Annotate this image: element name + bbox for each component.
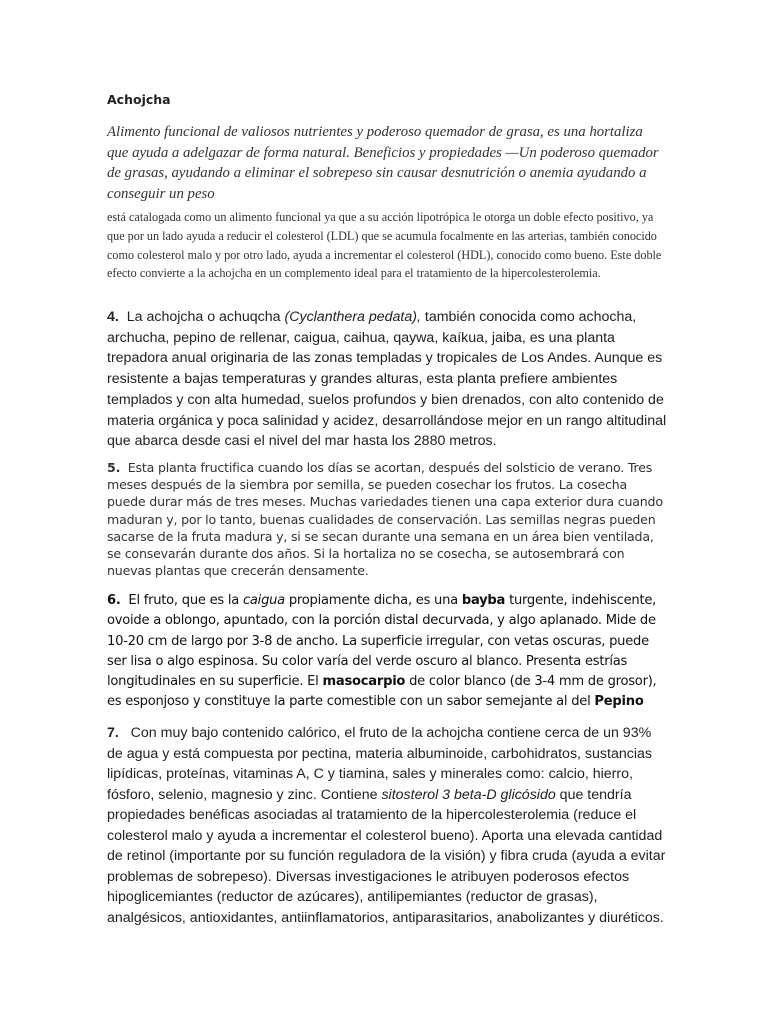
paragraph-6 bbox=[107, 591, 663, 713]
paragraph-number: 4. bbox=[107, 309, 119, 325]
paragraph-text: Con muy bajo contenido calórico, el fruto de la achojcha contiene cerca de un 93% de agua y está compuesta por pectina, materia albuminoide, carbohidratos, sustancias lipídicas, proteínas, vitaminas A, C y tiamina, sales y minerales como: calcio, hierro, fósforo, selenio, magnesio y zinc. Contiene bbox=[107, 725, 652, 803]
bold-term: bayba bbox=[461, 593, 506, 608]
scientific-name: (Cyclanthera pedata), bbox=[284, 309, 421, 325]
paragraph-text: de color blanco (de 3-4 mm de grosor), es esponjoso y constituye la parte comestible con un sabor semejante al del bbox=[107, 674, 657, 710]
paragraph-text: también conocida como achocha, archucha, pepino de rellenar, caigua, caihua, qaywa, kaíkua, jaiba, es una planta trepadora anual originaria de las zonas templadas y tropicales de Los Andes. Aunque es resistente a bajas temperaturas y grandes alturas, esta planta prefiere ambientes templados y con alta humedad, suelos profundos y bien drenados, con alto contenido de materia orgánica y poca salinidad y acidez, desarrollándose mejor en un rango altitudinal que abarca desde casi el nivel del mar hasta los 2880 metros. bbox=[107, 309, 667, 450]
bold-term: Pepino bbox=[594, 694, 644, 710]
paragraph-7 bbox=[107, 723, 667, 928]
intro-paragraph: Alimento funcional de valiosos nutrientes y poderoso quemador de grasa, es una hortaliza que ayuda a adelgazar de forma natural. Beneficios y propiedades —Un poderoso quemador de grasas, ayudando a eliminar el sobrepeso sin causar desnutrición o anemia ayudando a conseguir un peso bbox=[107, 124, 659, 202]
bold-term: masocarpio bbox=[322, 674, 406, 690]
italic-term: caigua bbox=[242, 593, 285, 608]
paragraph-number: 7. bbox=[107, 725, 119, 741]
paragraph-5 bbox=[107, 459, 663, 579]
paragraph-number: 5. bbox=[107, 460, 121, 475]
paragraph-text: Esta planta fructifica cuando los días se acortan, después del solsticio de verano. Tres meses después de la siembra por semilla, se pueden cosechar los frutos. La cosecha puede durar más de tres meses. Muchas variedades tienen una capa exterior dura cuando maduran y, por lo tanto, buenas cualidades de conservación. Las semillas negras pueden sacarse de la fruta madura y, si se secan durante una semana en un área bien ventilada, se consevarán durante dos años. Si la hortaliza no se cosecha, se autosembrará con nuevas plantas que crecerán densamente. bbox=[107, 460, 663, 579]
paragraph-number: 6. bbox=[107, 593, 121, 608]
paragraph-text: que tendría propiedades benéficas asociadas al tratamiento de la hipercolesterolemia (reduce el colesterol malo y ayuda a incrementar el colesterol bueno). Aporta una elevada cantidad de retinol (importante por su función reguladora de la visión) y fibra cruda (ayuda a evitar problemas de sobrepeso). Diversas investigaciones le atribuyen poderosos efectos hipoglicemiantes (reductor de azúcares), antilipemiantes (reductor de grasas), analgésicos, antioxidantes, antiinflamatorios, antiparasitarios, anabolizantes y diuréticos. bbox=[107, 786, 666, 926]
italic-term: sitosterol 3 beta-D glicósido bbox=[381, 786, 556, 803]
paragraph-text: El fruto, que es la bbox=[128, 593, 243, 608]
paragraph-text: turgente, indehiscente, ovoide a oblongo, apuntado, con la porción distal decurvada, y algo aplanado. Mide de 10-20 cm de largo por 3-8 de ancho. La superficie irregular, con vetas oscuras, puede ser lisa o algo espinosa. Su color varía del verde oscuro al blanco. Presenta estrías longitudinales en su superficie. El bbox=[107, 593, 657, 690]
paragraph-text: propiamente dicha, es una bbox=[284, 593, 462, 608]
document-title: Achojcha bbox=[107, 92, 171, 107]
paragraph-text: La achojcha o achuqcha bbox=[126, 309, 285, 325]
paragraph-functional-food: está catalogada como un alimento funcional ya que a su acción lipotrópica le otorga un doble efecto positivo, ya que por un lado ayuda a reducir el colesterol (LDL) que se acumula focalmente en las arterias, también conocido como colesterol malo y por otro lado, ayuda a incrementar el colesterol (HDL), conocido como bueno. Este doble efecto convierte a la achojcha en un complemento ideal para el tratamiento de la hipercolesterolemia. bbox=[107, 210, 662, 281]
paragraph-4 bbox=[107, 307, 667, 452]
